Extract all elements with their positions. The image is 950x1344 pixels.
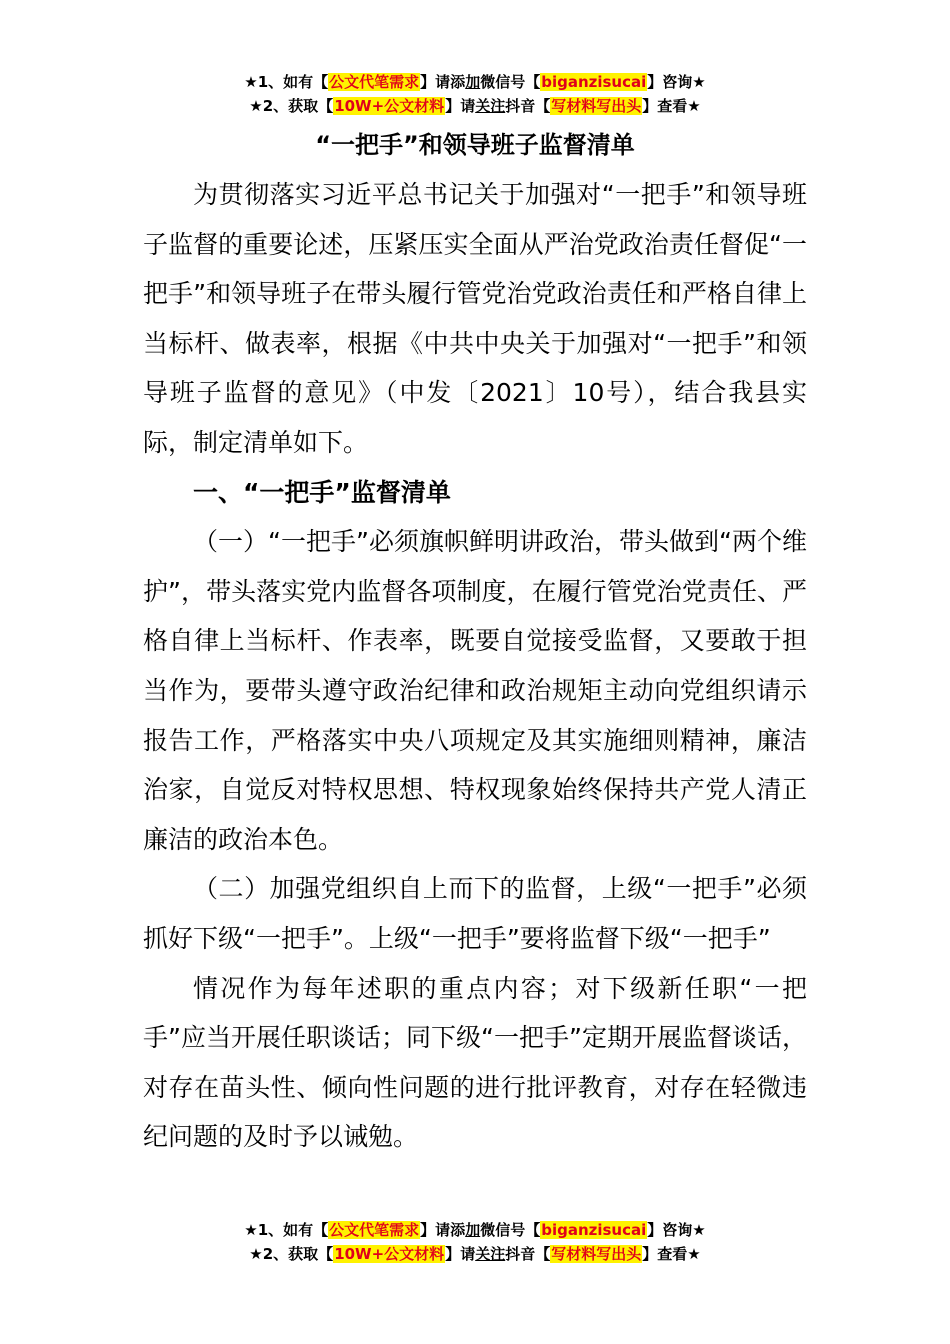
paragraph-2: （二）加强党组织自上而下的监督，上级“一把手”必须抓好下级“一把手”。上级“一把手”要将监督下级“一把手”	[143, 874, 807, 953]
banner-line-1	[0, 70, 950, 94]
document-title: “一把手”和领导班子监督清单	[315, 131, 635, 159]
banner-text: ★2、获取【	[249, 1245, 334, 1263]
banner-underlined-text: 加	[465, 1221, 481, 1239]
banner-text: 】请添	[420, 73, 466, 91]
banner-highlight: biganzisucai	[541, 73, 647, 91]
banner-text: ★2、获取【	[249, 97, 334, 115]
paragraph-1: （一）“一把手”必须旗帜鲜明讲政治，带头做到“两个维护”，带头落实党内监督各项制度，在履行管党治党责任、严格自律上当标杆、作表率，既要自觉接受监督，又要敢于担当作为，要带头遵守政治纪律和政治规矩主动向党组织请示报告工作，严格落实中央八项规定及其实施细则精神，廉洁治家，自觉反对特权思想、特权现象始终保持共产党人清正廉洁的政治本色。	[143, 527, 807, 854]
banner-underlined-text: 关注	[475, 97, 506, 115]
banner-highlight: 10W+公文材料	[334, 97, 445, 115]
banner-text: 】咨询★	[647, 73, 706, 91]
banner-underlined-text: 关注	[475, 1245, 506, 1263]
banner-highlight: 公文代笔需求	[329, 1221, 420, 1239]
banner-text: 抖音【	[505, 1245, 551, 1263]
banner-text: 】请	[445, 1245, 476, 1263]
banner-line-2	[0, 94, 950, 118]
banner-highlight: 公文代笔需求	[329, 73, 420, 91]
banner-text: 抖音【	[505, 97, 551, 115]
banner-text: 】查看★	[642, 97, 701, 115]
banner-highlight: 写材料写出头	[551, 1245, 642, 1263]
banner-text: 】请	[445, 97, 476, 115]
section-heading: 一、“一把手”监督清单	[193, 477, 451, 507]
document-body	[143, 170, 807, 1162]
banner-line-2	[0, 1242, 950, 1266]
banner-text: 】查看★	[642, 1245, 701, 1263]
banner-line-1	[0, 1218, 950, 1242]
banner-text: 微信号【	[480, 1221, 541, 1239]
banner-highlight: 写材料写出头	[551, 97, 642, 115]
paragraph-3: 情况作为每年述职的重点内容；对下级新任职“一把手”应当开展任职谈话；同下级“一把手”定期开展监督谈话，对存在苗头性、倾向性问题的进行批评教育，对存在轻微违纪问题的及时予以诫勉。	[143, 973, 807, 1152]
banner-highlight: 10W+公文材料	[334, 1245, 445, 1263]
promo-banner-top	[0, 70, 950, 118]
banner-underlined-text: 加	[465, 73, 481, 91]
banner-text: ★1、如有【	[244, 73, 329, 91]
banner-text: 】咨询★	[647, 1221, 706, 1239]
banner-text: ★1、如有【	[244, 1221, 329, 1239]
banner-text: 】请添	[420, 1221, 466, 1239]
banner-text: 微信号【	[480, 73, 541, 91]
banner-highlight: biganzisucai	[541, 1221, 647, 1239]
promo-banner-bottom	[0, 1218, 950, 1266]
intro-paragraph: 为贯彻落实习近平总书记关于加强对“一把手”和领导班子监督的重要论述，压紧压实全面从严治党政治责任督促“一把手”和领导班子在带头履行管党治党政治责任和严格自律上当标杆、做表率，根据《中共中央关于加强对“一把手”和领导班子监督的意见》（中发〔2021〕10号），结合我县实际，制定清单如下。	[143, 180, 807, 457]
